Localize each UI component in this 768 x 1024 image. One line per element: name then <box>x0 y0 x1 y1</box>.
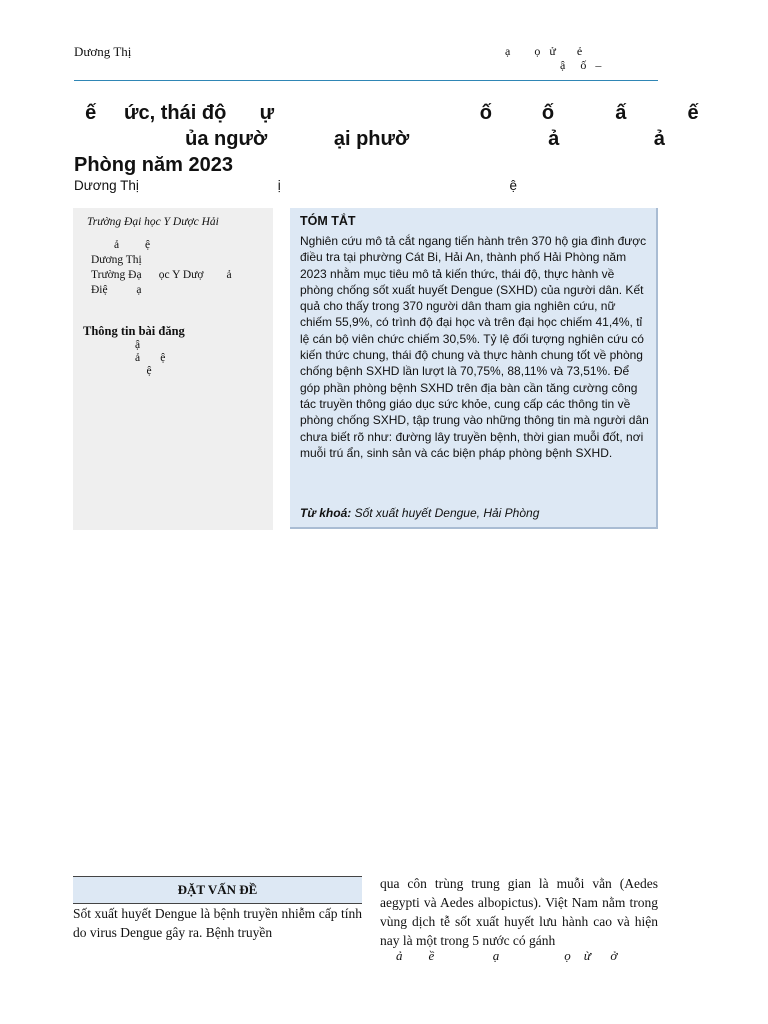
info-line: ệ <box>135 365 152 377</box>
keywords-text: Sốt xuất huyết Dengue, Hải Phòng <box>351 506 540 520</box>
info-line: ả ệ <box>135 352 166 364</box>
publication-info-lines <box>135 339 165 378</box>
sidebar-line: Dương Thị <box>91 254 142 266</box>
sidebar-line: ả ệ <box>91 239 151 251</box>
title-line-1: ế ức, thái độ ự ố ố ấ ế <box>74 102 699 124</box>
sidebar-line: Trường Đạ ọc Y Dượ ả <box>91 269 232 281</box>
article-title <box>74 100 699 178</box>
publication-info-heading: Thông tin bài đăng <box>83 324 185 338</box>
body-column-2-tail: ả ề ạ ọ ừ ở <box>396 948 618 963</box>
body-column-2: qua côn trùng trung gian là muỗi vằn (Aedes aegypti và Aedes albopictus). Việt Nam nằm trong vùng dịch tễ sốt xuất huyết lưu hành cao và hiện nay là một trong 5 nước có gánh <box>380 876 658 948</box>
section-heading: ĐẶT VẤN ĐỀ <box>177 882 258 897</box>
abstract-body: Nghiên cứu mô tả cắt ngang tiến hành trên 370 hộ gia đình được điều tra tại phường Cát Bi, Hải An, thành phố Hải Phòng năm 2023 nhằm mục tiêu mô tả kiến thức, thái độ, thực hành về phòng chống sốt xuất huyết Dengue (SXHD) của người dân. Kết quả cho thấy trong 370 người dân tham gia nghiên cứu, nữ chiếm 55,9%, có trình độ đại học và trên đại học chiếm 41,4%, tỉ lệ cán bộ viên chức chiếm 30,5%. Tỷ lệ đối tượng nghiên cứu có kiến thức chung, thái độ chung và thực hành chung tốt về phòng chống bệnh SXHD lần lượt là 70,75%, 88,11% và 73,51%. Để góp phần phòng bệnh SXHD trên địa bàn cần tăng cường công tác truyền thông giáo dục sức khỏe, cung cấp các thông tin về phòng chống SXHD, tập trung vào những thông tin mà người dân chưa biết rõ như: đường lây truyền bệnh, thời gian muỗi đốt, nơi muỗi trú ẩn, sinh sản và các biện pháp phòng bệnh SXHD. <box>300 234 649 460</box>
running-header-author: Dương Thị <box>74 44 132 59</box>
abstract-heading: TÓM TẮT <box>300 214 356 228</box>
section-heading-box <box>73 876 362 904</box>
sidebar-line: Điệ ạ <box>91 284 142 296</box>
title-line-3: Phòng năm 2023 <box>74 154 233 176</box>
running-header-journal-line2: ậ ố – <box>560 58 602 72</box>
body-column-1: Sốt xuất huyết Dengue là bệnh truyền nhiễm cấp tính do virus Dengue gây ra. Bệnh truyền <box>73 906 362 940</box>
header-rule <box>74 80 658 81</box>
running-header-journal-line1: ạ ọ ử ẻ <box>505 44 583 58</box>
keywords <box>300 506 539 520</box>
info-line: ậ <box>135 339 141 351</box>
author-list: Dương Thị ị ệ <box>74 178 517 193</box>
title-line-2: ủa ngườ ại phườ ả ả <box>74 128 665 150</box>
keywords-label: Từ khoá: <box>300 506 352 520</box>
abstract-box <box>290 208 658 529</box>
article-info-sidebar <box>73 208 273 530</box>
correspondence-block <box>91 238 232 298</box>
affiliation: Trường Đại học Y Dược Hải <box>87 216 219 228</box>
